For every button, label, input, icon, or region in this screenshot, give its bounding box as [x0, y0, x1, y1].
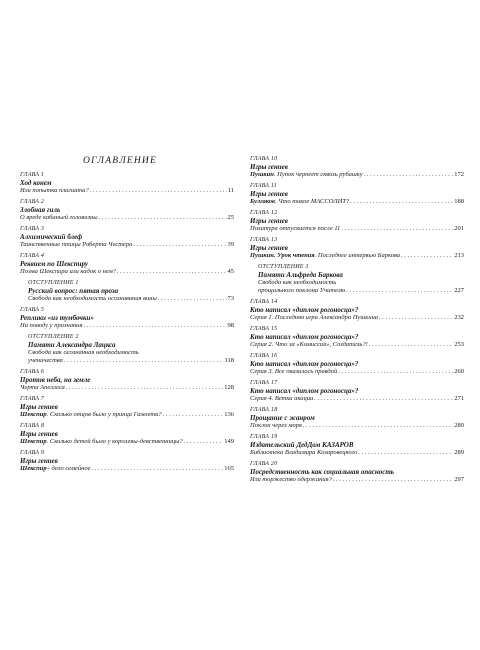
page-number: 260	[454, 368, 464, 375]
chapter-title: Памяти Альфреда Баркова	[258, 271, 343, 279]
toc-chapter	[20, 307, 234, 330]
chapter-number: ГЛАВА 15	[250, 326, 278, 332]
chapter-title: Против неба, на земле	[20, 376, 91, 384]
chapter-title: Реплики «из тумбочки»	[20, 314, 94, 322]
subtitle-text: Серия 3. Все оказалось правдой	[250, 368, 338, 375]
chapter-title: Алхимический блеф	[20, 233, 83, 241]
subtitle-text: Политура отпускается после 11	[250, 225, 341, 232]
subtitle-bold-part: Шекспир	[20, 465, 47, 472]
toc-chapter	[250, 407, 464, 430]
chapter-subtitle-line	[250, 422, 464, 430]
chapter-title: Игры гениев	[20, 457, 58, 465]
subtitle-bold-part: Шекспир	[20, 438, 47, 445]
chapter-subtitle-line	[258, 279, 464, 287]
page-number: 297	[454, 476, 464, 483]
page-number: 227	[454, 287, 464, 294]
chapter-title: Кто написал «диплом рогоносца»?	[250, 387, 359, 395]
chapter-subtitle-line	[250, 225, 464, 233]
subtitle-text: Свобода как необходимость	[258, 279, 337, 286]
page-number: 232	[454, 314, 464, 321]
chapter-subtitle-line	[20, 465, 234, 473]
chapter-subtitle-line	[250, 314, 464, 322]
subtitle-text: . Сколько отцов было у принца Гамлета?	[46, 411, 162, 418]
toc-chapter	[250, 237, 464, 260]
subtitle-text: О вреде кабаньей головизны	[20, 214, 98, 221]
dot-leader	[133, 241, 226, 249]
subtitle-text: Или торжество одержания?	[250, 476, 332, 483]
subtitle-text: ученичества	[28, 357, 63, 364]
chapter-subtitle-line	[250, 476, 464, 484]
chapter-subtitle-line	[20, 411, 234, 419]
chapter-title: Кто написал «диплом рогоносца»?	[250, 360, 359, 368]
dot-leader	[90, 187, 227, 195]
chapter-subtitle-line	[250, 171, 464, 179]
chapter-number: ОТСТУПЛЕНИЕ 3	[258, 264, 309, 270]
chapter-number: ГЛАВА 20	[250, 461, 278, 467]
toc-digression	[20, 334, 234, 365]
chapter-number: ГЛАВА 2	[20, 199, 45, 205]
page-number: 188	[454, 198, 464, 205]
page-number: 271	[454, 395, 464, 402]
subtitle-text: Серия 1. Последняя игра Александра Пушкина	[250, 314, 379, 321]
dot-leader	[83, 322, 226, 330]
toc-chapter	[20, 423, 234, 446]
toc-chapter	[20, 172, 234, 195]
toc-chapter	[20, 369, 234, 392]
subtitle-text: . Последнее интервью Баркова	[314, 252, 401, 259]
page-number: 213	[454, 252, 464, 259]
chapter-number: ОТСТУПЛЕНИЕ 1	[28, 280, 79, 286]
toc-column-left	[20, 172, 234, 477]
toc-chapter	[250, 461, 464, 484]
chapter-subtitle-line	[28, 349, 234, 357]
subtitle-text: На поводу у признания	[20, 322, 83, 329]
chapter-number: ГЛАВА 19	[250, 434, 278, 440]
chapter-title: Кто написал «диплом рогоносца»?	[250, 306, 359, 314]
chapter-title: Игры гениев	[20, 430, 58, 438]
chapter-number: ГЛАВА 5	[20, 307, 45, 313]
toc-chapter	[250, 210, 464, 233]
page-number: 201	[454, 225, 464, 232]
subtitle-text: – дело семейное	[46, 465, 91, 472]
chapter-title: Реквием по Шекспиру	[20, 260, 88, 268]
chapter-number: ГЛАВА 4	[20, 253, 45, 259]
page-number: 73	[227, 295, 234, 302]
toc-chapter	[250, 156, 464, 179]
page-number: 280	[454, 422, 464, 429]
dot-leader	[92, 465, 224, 473]
chapter-subtitle-line	[250, 252, 464, 260]
chapter-number: ГЛАВА 17	[250, 380, 278, 386]
subtitle-text: Или попытка плагиата?	[20, 187, 89, 194]
toc-chapter	[20, 450, 234, 473]
dot-leader	[358, 449, 453, 457]
chapter-title: Игры гениев	[20, 403, 58, 411]
chapter-subtitle-line	[28, 357, 234, 365]
toc-chapter	[250, 380, 464, 403]
subtitle-text: Свобода как осознанная необходимость	[28, 349, 139, 356]
toc-chapter	[250, 353, 464, 376]
dot-leader	[158, 295, 227, 303]
chapter-number: ГЛАВА 12	[250, 210, 278, 216]
chapter-title: Игры гениев	[250, 190, 288, 198]
page-number: 165	[224, 465, 234, 472]
toc-chapter	[250, 183, 464, 206]
chapter-title: Злобная гиль	[20, 206, 61, 214]
chapter-subtitle-line	[28, 295, 234, 303]
page-number: 289	[454, 449, 464, 456]
page-number: 149	[224, 438, 234, 445]
chapter-subtitle-line	[20, 322, 234, 330]
subtitle-bold-part: Пушкин	[250, 171, 274, 178]
subtitle-text: . Что такое МАССОЛИТ?	[274, 198, 350, 205]
subtitle-text: Библиотека Владимира Козаровецкого	[250, 449, 358, 456]
page-number: 25	[227, 214, 234, 221]
subtitle-text: Поклон через моря	[250, 422, 302, 429]
page-number: 136	[224, 411, 234, 418]
chapter-subtitle-line	[20, 438, 234, 446]
chapter-subtitle-line	[20, 268, 234, 276]
toc-chapter	[250, 326, 464, 349]
chapter-number: ГЛАВА 3	[20, 226, 45, 232]
toc-chapter	[20, 253, 234, 276]
subtitle-text: . Пупок чернеет сквозь рубашку	[273, 171, 363, 178]
chapter-number: ГЛАВА 14	[250, 299, 278, 305]
dot-leader	[369, 341, 453, 349]
chapter-title: Игры гениев	[250, 217, 288, 225]
chapter-subtitle-line	[258, 287, 464, 295]
chapter-number: ГЛАВА 6	[20, 369, 45, 375]
subtitle-text: Черта Апеллеса	[20, 384, 65, 391]
page-number: 253	[454, 341, 464, 348]
chapter-number: ОТСТУПЛЕНИЕ 2	[28, 334, 79, 340]
chapter-title: Издательский ДедДом КАЗАРОВ	[250, 441, 354, 449]
subtitle-bold-part: Пушкин. Урок чтения	[250, 252, 315, 259]
chapter-subtitle-line	[20, 384, 234, 392]
chapter-number: ГЛАВА 13	[250, 237, 278, 243]
toc-chapter	[20, 199, 234, 222]
subtitle-text: Серия 4. Ветка акации	[250, 395, 314, 402]
subtitle-text: Серия 2. Что за «Комиссия», Создатель?!	[250, 341, 368, 348]
page-number: 128	[224, 384, 234, 391]
toc-chapter	[250, 434, 464, 457]
chapter-number: ГЛАВА 8	[20, 423, 45, 429]
subtitle-text: Свобода как необходимость осознавания вины	[28, 295, 157, 302]
chapter-title: Ход конем	[20, 179, 52, 187]
page-number: 11	[227, 187, 234, 194]
chapter-number: ГЛАВА 1	[20, 172, 45, 178]
subtitle-text: прощального поклона Учителю	[258, 287, 346, 294]
chapter-subtitle-line	[20, 187, 234, 195]
chapter-subtitle-line	[250, 368, 464, 376]
dot-leader	[346, 287, 453, 295]
subtitle-bold-part: Шекспир	[20, 411, 47, 418]
chapter-title: Памяти Александра Лацкса	[28, 341, 116, 349]
chapter-title: Кто написал «диплом рогоносца»?	[250, 333, 359, 341]
toc-column-right	[250, 156, 464, 488]
dot-leader	[350, 198, 453, 206]
chapter-title: Игры гениев	[250, 244, 288, 252]
subtitle-bold-part: Булгаков	[250, 198, 275, 205]
page-number: 45	[227, 268, 234, 275]
toc-chapter	[20, 226, 234, 249]
chapter-number: ГЛАВА 10	[250, 156, 278, 162]
toc-heading: ОГЛАВЛЕНИЕ	[83, 156, 157, 166]
chapter-number: ГЛАВА 7	[20, 396, 45, 402]
subtitle-text: Таинственные птицы Роберта Честера	[20, 241, 133, 248]
dot-leader	[364, 171, 454, 179]
dot-leader	[379, 314, 453, 322]
chapter-title: Прощание с жанром	[250, 414, 315, 422]
dot-leader	[401, 252, 453, 260]
page-number: 118	[224, 357, 234, 364]
subtitle-text: Поэма Шекспира или кадок о нем?	[20, 268, 116, 275]
dot-leader	[338, 368, 453, 376]
dot-leader	[184, 438, 224, 446]
chapter-title: Русский вопрос: пятая проза	[28, 287, 119, 295]
chapter-subtitle-line	[250, 449, 464, 457]
chapter-subtitle-line	[20, 241, 234, 249]
dot-leader	[333, 476, 453, 484]
chapter-title: Посредственность как социальная опасность	[250, 468, 394, 476]
dot-leader	[66, 384, 224, 392]
page-number: 39	[227, 241, 234, 248]
page-number: 172	[454, 171, 464, 178]
chapter-subtitle-line	[20, 214, 234, 222]
dot-leader	[117, 268, 227, 276]
subtitle-text: . Сколько детей было у королевы-девственницы?	[46, 438, 183, 445]
toc-chapter	[20, 396, 234, 419]
dot-leader	[314, 395, 453, 403]
page-number: 98	[227, 322, 234, 329]
chapter-subtitle-line	[250, 198, 464, 206]
chapter-subtitle-line	[250, 395, 464, 403]
dot-leader	[341, 225, 453, 233]
chapter-number: ГЛАВА 11	[250, 183, 277, 189]
chapter-number: ГЛАВА 18	[250, 407, 278, 413]
toc-digression	[250, 264, 464, 295]
dot-leader	[64, 357, 224, 365]
chapter-number: ГЛАВА 9	[20, 450, 45, 456]
dot-leader	[303, 422, 453, 430]
dot-leader	[163, 411, 224, 419]
chapter-title: Игры гениев	[250, 163, 288, 171]
chapter-number: ГЛАВА 16	[250, 353, 278, 359]
toc-digression	[20, 280, 234, 303]
toc-chapter	[250, 299, 464, 322]
chapter-subtitle-line	[250, 341, 464, 349]
dot-leader	[99, 214, 227, 222]
